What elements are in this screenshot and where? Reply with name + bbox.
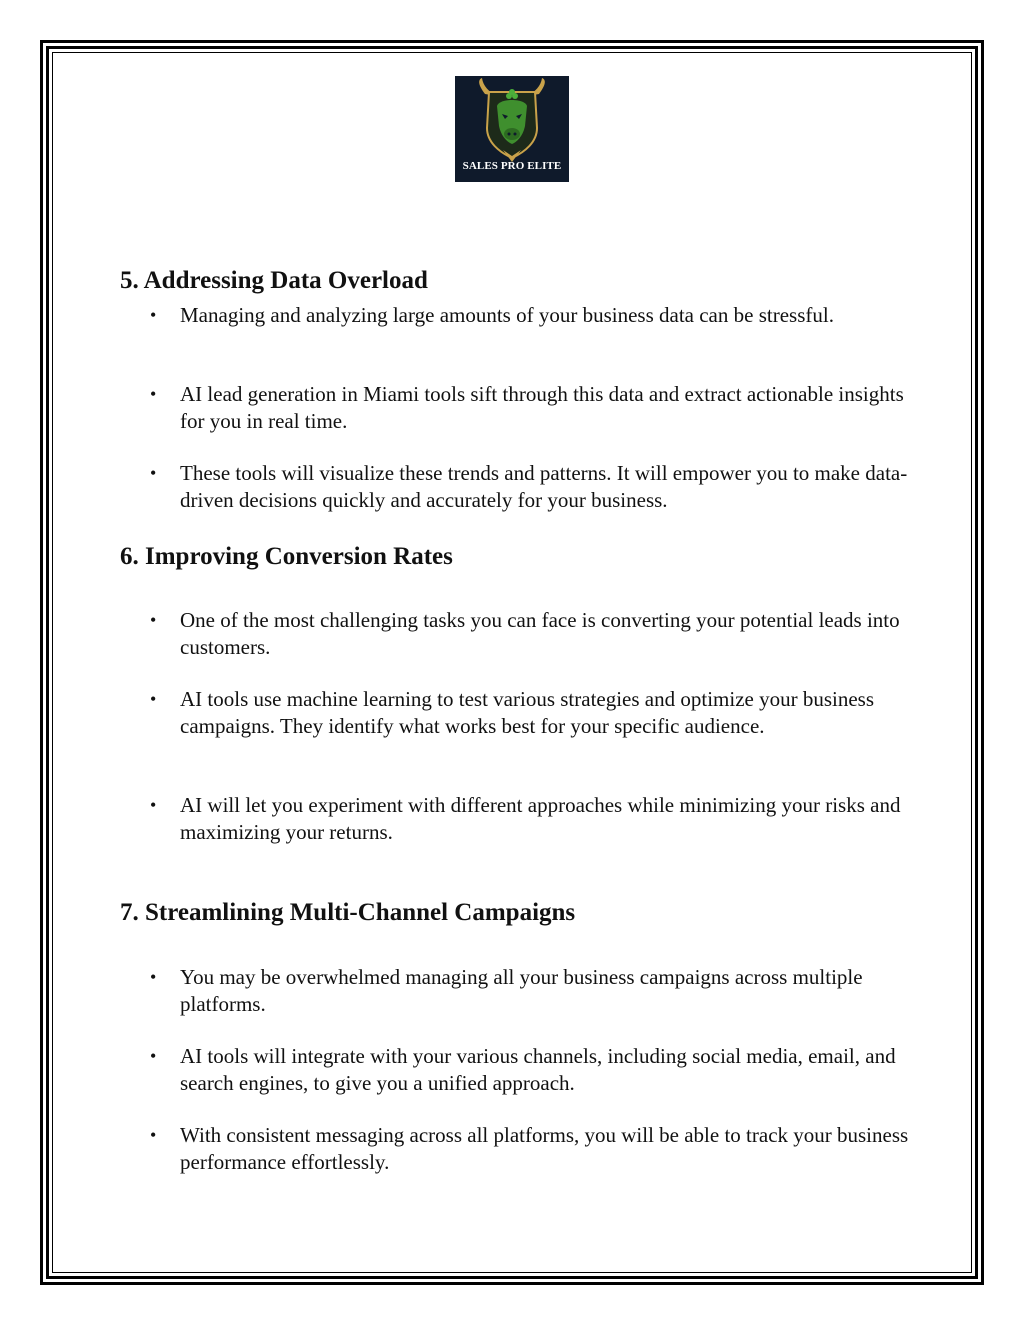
bullet-icon: • <box>150 1125 157 1145</box>
bullet-icon: • <box>150 967 157 987</box>
bullet-icon: • <box>150 305 157 325</box>
bullet-icon: • <box>150 1046 157 1066</box>
list-item <box>150 1122 910 1176</box>
list-item <box>150 964 910 1018</box>
list-item-text: AI lead generation in Miami tools sift through this data and extract actionable insights for you in real time. <box>180 382 904 433</box>
list-item-text: These tools will visualize these trends and patterns. It will empower you to make data-driven decisions quickly and accurately for your business. <box>180 461 908 512</box>
bullet-icon: • <box>150 689 157 709</box>
logo-text: SALES PRO ELITE <box>462 160 562 172</box>
list-item-text: AI tools use machine learning to test various strategies and optimize your business campaigns. They identify what works best for your specific audience. <box>180 687 875 738</box>
list-item-text: You may be overwhelmed managing all your business campaigns across multiple platforms. <box>180 965 863 1016</box>
list-item-text: One of the most challenging tasks you can face is converting your potential leads into customers. <box>180 608 900 659</box>
bullet-icon: • <box>150 795 157 815</box>
section-heading: 5. Addressing Data Overload <box>120 267 428 294</box>
list-item <box>150 460 910 514</box>
list-item <box>150 381 910 435</box>
list-item-text: AI will let you experiment with different approaches while minimizing your risks and maximizing your returns. <box>180 793 901 844</box>
list-item-text: Managing and analyzing large amounts of your business data can be stressful. <box>180 303 834 327</box>
list-item <box>150 686 910 740</box>
bullet-icon: • <box>150 610 157 630</box>
bullet-icon: • <box>150 463 157 483</box>
section-heading: 6. Improving Conversion Rates <box>120 543 453 570</box>
list-item-text: With consistent messaging across all platforms, you will be able to track your business performance effortlessly. <box>180 1123 909 1174</box>
sales-pro-elite-logo <box>455 76 569 182</box>
section-heading: 7. Streamlining Multi-Channel Campaigns <box>120 899 576 926</box>
list-item <box>150 302 910 329</box>
list-item-text: AI tools will integrate with your various channels, including social media, email, and search engines, to give you a unified approach. <box>180 1044 896 1095</box>
bullet-icon: • <box>150 384 157 404</box>
list-item <box>150 607 910 661</box>
list-item <box>150 1043 910 1097</box>
list-item <box>150 792 910 846</box>
